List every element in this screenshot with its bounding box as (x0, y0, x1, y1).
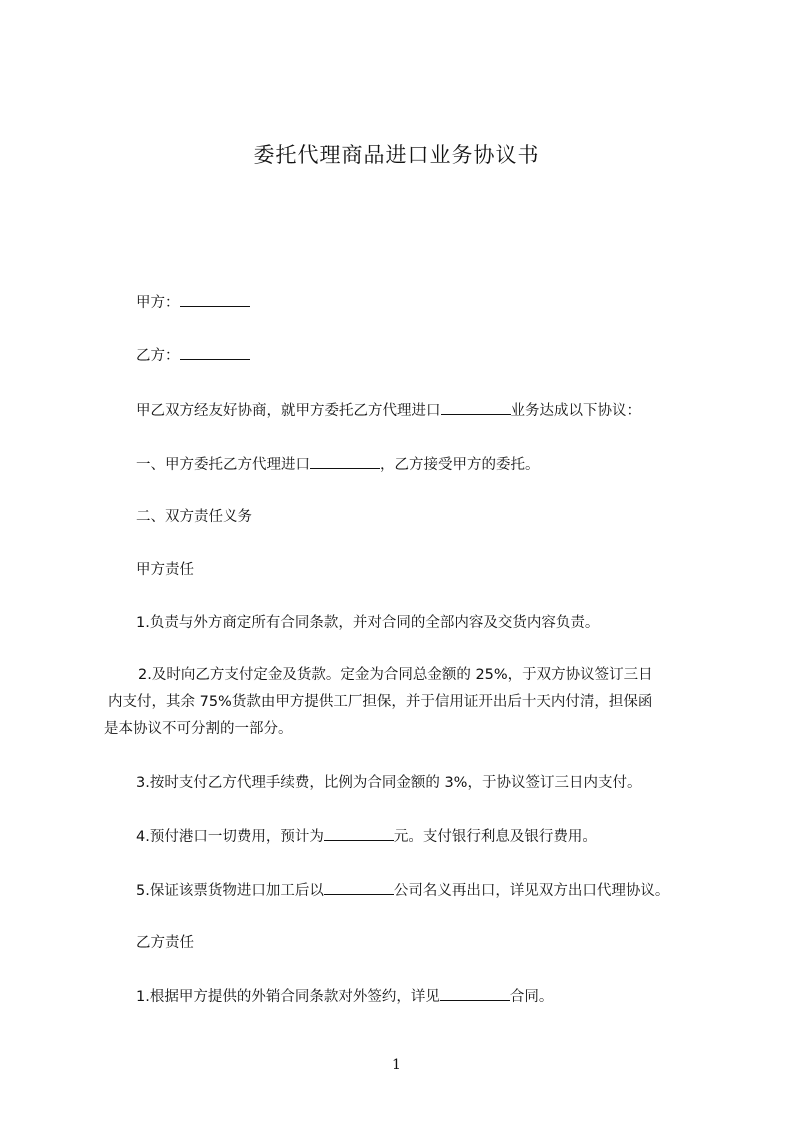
party-b-duty-1-text-before: 1.根据甲方提供的外销合同条款对外签约，详见 (136, 989, 440, 1005)
party-a-duty-2-line-3: 是本协议不可分割的一部分。 (104, 721, 293, 737)
party-b-duty-1-blank (440, 986, 510, 1001)
party-b-label: 乙方： (136, 348, 180, 364)
party-b-blank (180, 345, 250, 360)
party-b-duty-1-text-after: 合同。 (509, 989, 554, 1005)
party-a-duty-1: 1.负责与外方商定所有合同条款，并对合同的全部内容及交货内容负责。 (136, 615, 600, 631)
clause-2-heading: 二、双方责任义务 (136, 509, 252, 525)
intro-text-after: 业务达成以下协议： (510, 403, 641, 419)
clause-1 (136, 454, 540, 475)
party-a-duty-4 (136, 826, 597, 847)
party-a-line (136, 292, 250, 313)
clause-1-blank (310, 454, 380, 469)
party-a-duty-3: 3.按时支付乙方代理手续费，比例为合同金额的 3%，于协议签订三日内支付。 (136, 775, 642, 791)
intro-text-before: 甲乙双方经友好协商，就甲方委托乙方代理进口 (136, 403, 441, 419)
page-number: 1 (392, 1057, 401, 1073)
party-a-duty-2-line-2: 内支付，其余 75%货款由甲方提供工厂担保，并于信用证开出后十天内付清，担保函 (108, 694, 653, 710)
party-a-duty-5 (136, 880, 669, 901)
party-a-duty-5-text-before: 5.保证该票货物进口加工后以 (136, 883, 324, 899)
party-b-duty-1 (136, 986, 553, 1007)
party-a-duty-4-blank (324, 826, 394, 841)
party-a-label: 甲方： (136, 295, 180, 311)
clause-1-text-before: 一、甲方委托乙方代理进口 (136, 457, 310, 473)
document-title: 委托代理商品进口业务协议书 (253, 143, 540, 167)
party-b-line (136, 345, 250, 366)
party-a-duty-5-blank (324, 880, 394, 895)
intro-paragraph (136, 400, 641, 421)
party-a-duty-2-line-1: 2.及时向乙方支付定金及货款。定金为合同总金额的 25%，于双方协议签订三日 (138, 667, 653, 683)
party-b-duties-heading: 乙方责任 (136, 935, 194, 951)
party-a-duty-4-text-after: 元。支付银行利息及银行费用。 (393, 829, 597, 845)
party-a-duty-4-text-before: 4.预付港口一切费用，预计为 (136, 829, 324, 845)
party-a-blank (180, 292, 250, 307)
intro-blank (441, 400, 511, 415)
clause-1-text-after: ，乙方接受甲方的委托。 (380, 457, 540, 473)
party-a-duty-5-text-after: 公司名义再出口，详见双方出口代理协议。 (393, 883, 670, 899)
party-a-duties-heading: 甲方责任 (136, 562, 194, 578)
